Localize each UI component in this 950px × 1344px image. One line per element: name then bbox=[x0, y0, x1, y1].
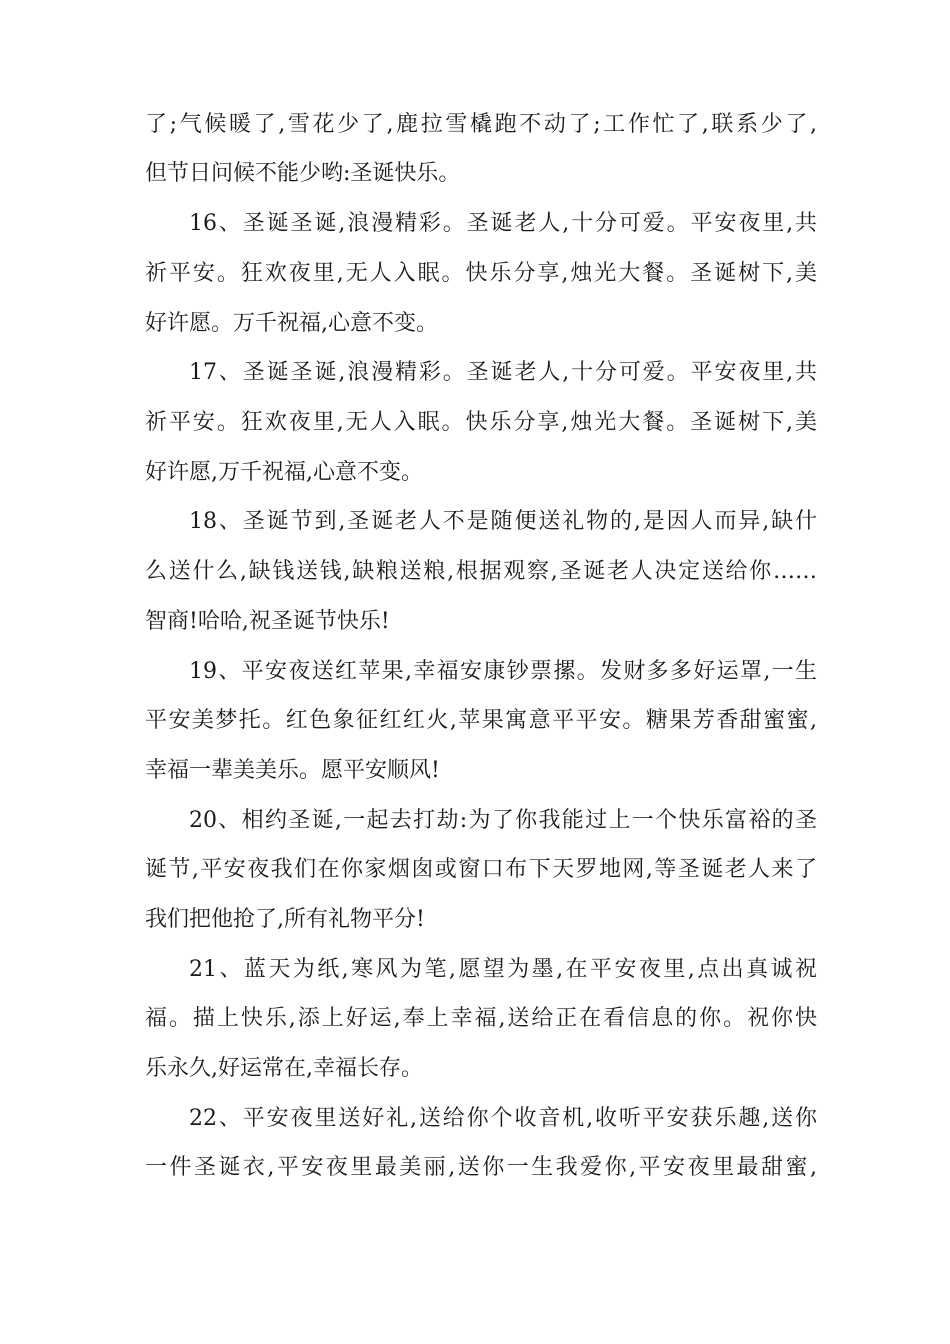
text-line: 但节日问候不能少哟:圣诞快乐。 bbox=[145, 161, 461, 186]
paragraph-21-start: 21、蓝天为纸,寒风为笔,愿望为墨,在平安夜里,点出真诚祝 bbox=[189, 957, 817, 982]
text-line: 乐永久,好运常在,幸福长存。 bbox=[145, 1056, 423, 1081]
text-line: 智商!哈哈,祝圣诞节快乐! bbox=[145, 609, 390, 634]
text-line: 么送什么,缺钱送钱,缺粮送粮,根据观察,圣诞老人决定送给你…… bbox=[145, 559, 817, 584]
paragraph-22-start: 22、平安夜里送好礼,送给你个收音机,收听平安获乐趣,送你 bbox=[189, 1106, 817, 1131]
text-line: 一件圣诞衣,平安夜里最美丽,送你一生我爱你,平安夜里最甜蜜, bbox=[145, 1155, 817, 1180]
text-line: 平安美梦托。红色象征红红火,苹果寓意平平安。糖果芳香甜蜜蜜, bbox=[145, 708, 817, 733]
text-line: 我们把他抢了,所有礼物平分! bbox=[145, 907, 425, 932]
paragraph-19-start: 19、平安夜送红苹果,幸福安康钞票摞。发财多多好运罩,一生 bbox=[189, 659, 817, 684]
text-line: 好许愿。万千祝福,心意不变。 bbox=[145, 311, 438, 336]
paragraph-16-start: 16、圣诞圣诞,浪漫精彩。圣诞老人,十分可爱。平安夜里,共 bbox=[189, 211, 817, 236]
text-line: 祈平安。狂欢夜里,无人入眠。快乐分享,烛光大餐。圣诞树下,美 bbox=[145, 261, 817, 286]
text-line: 祈平安。狂欢夜里,无人入眠。快乐分享,烛光大餐。圣诞树下,美 bbox=[145, 410, 817, 435]
text-line: 福。描上快乐,添上好运,奉上幸福,送给正在看信息的你。祝你快 bbox=[145, 1006, 817, 1031]
text-line: 好许愿,万千祝福,心意不变。 bbox=[145, 460, 423, 485]
text-line: 诞节,平安夜我们在你家烟囱或窗口布下天罗地网,等圣诞老人来了 bbox=[145, 857, 817, 882]
paragraph-17-start: 17、圣诞圣诞,浪漫精彩。圣诞老人,十分可爱。平安夜里,共 bbox=[189, 360, 817, 385]
paragraph-18-start: 18、圣诞节到,圣诞老人不是随便送礼物的,是因人而异,缺什 bbox=[189, 509, 817, 534]
text-line: 幸福一辈美美乐。愿平安顺风! bbox=[145, 758, 440, 783]
text-line: 了;气候暖了,雪花少了,鹿拉雪橇跑不动了;工作忙了,联系少了, bbox=[145, 112, 817, 137]
paragraph-20-start: 20、相约圣诞,一起去打劫:为了你我能过上一个快乐富裕的圣 bbox=[189, 808, 817, 833]
